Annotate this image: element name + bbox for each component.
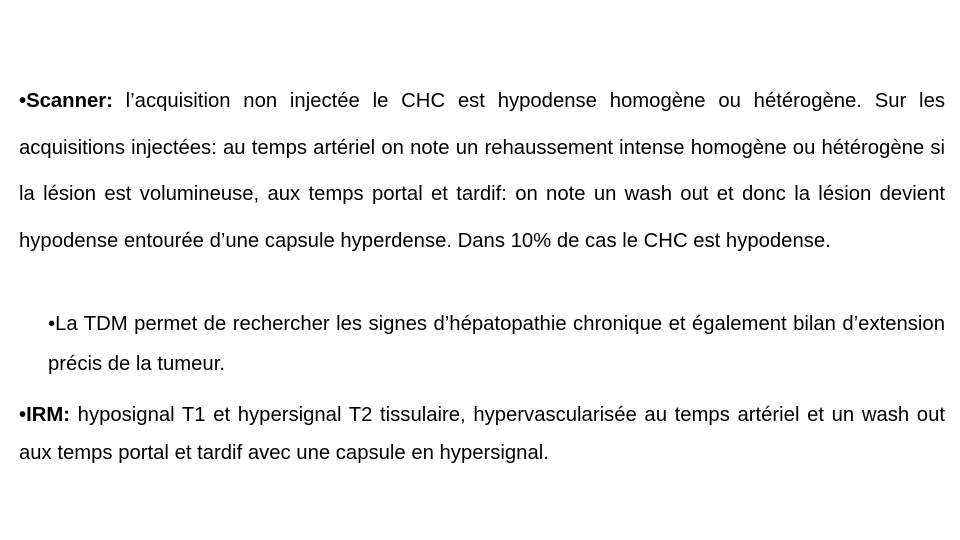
irm-text: hyposignal T1 et hypersignal T2 tissulaire, hypervascularisée au temps artériel et un wash out aux temps portal et tardif avec une capsule en hypersignal.: [19, 404, 945, 464]
irm-label: •IRM:: [19, 404, 71, 426]
tdm-text: •La TDM permet de rechercher les signes d’hépatopathie chronique et également bilan d’extension précis de la tumeur.: [48, 313, 945, 375]
scanner-text: l’acquisition non injectée le CHC est hypodense homogène ou hétérogène. Sur les acquisitions injectées: au temps artériel on note un rehaussement intense homogène ou hétérogène si la lésion est volumineuse, aux temps portal et tardif: on note un wash out et donc la lésion devient hypodense entourée d’une capsule hyperdense. Dans 10% de cas le CHC est hypodense.: [19, 90, 945, 252]
scanner-label: •Scanner:: [19, 90, 113, 112]
irm-paragraph: [19, 396, 945, 472]
scanner-paragraph: [19, 78, 945, 264]
tdm-paragraph: [48, 304, 945, 384]
